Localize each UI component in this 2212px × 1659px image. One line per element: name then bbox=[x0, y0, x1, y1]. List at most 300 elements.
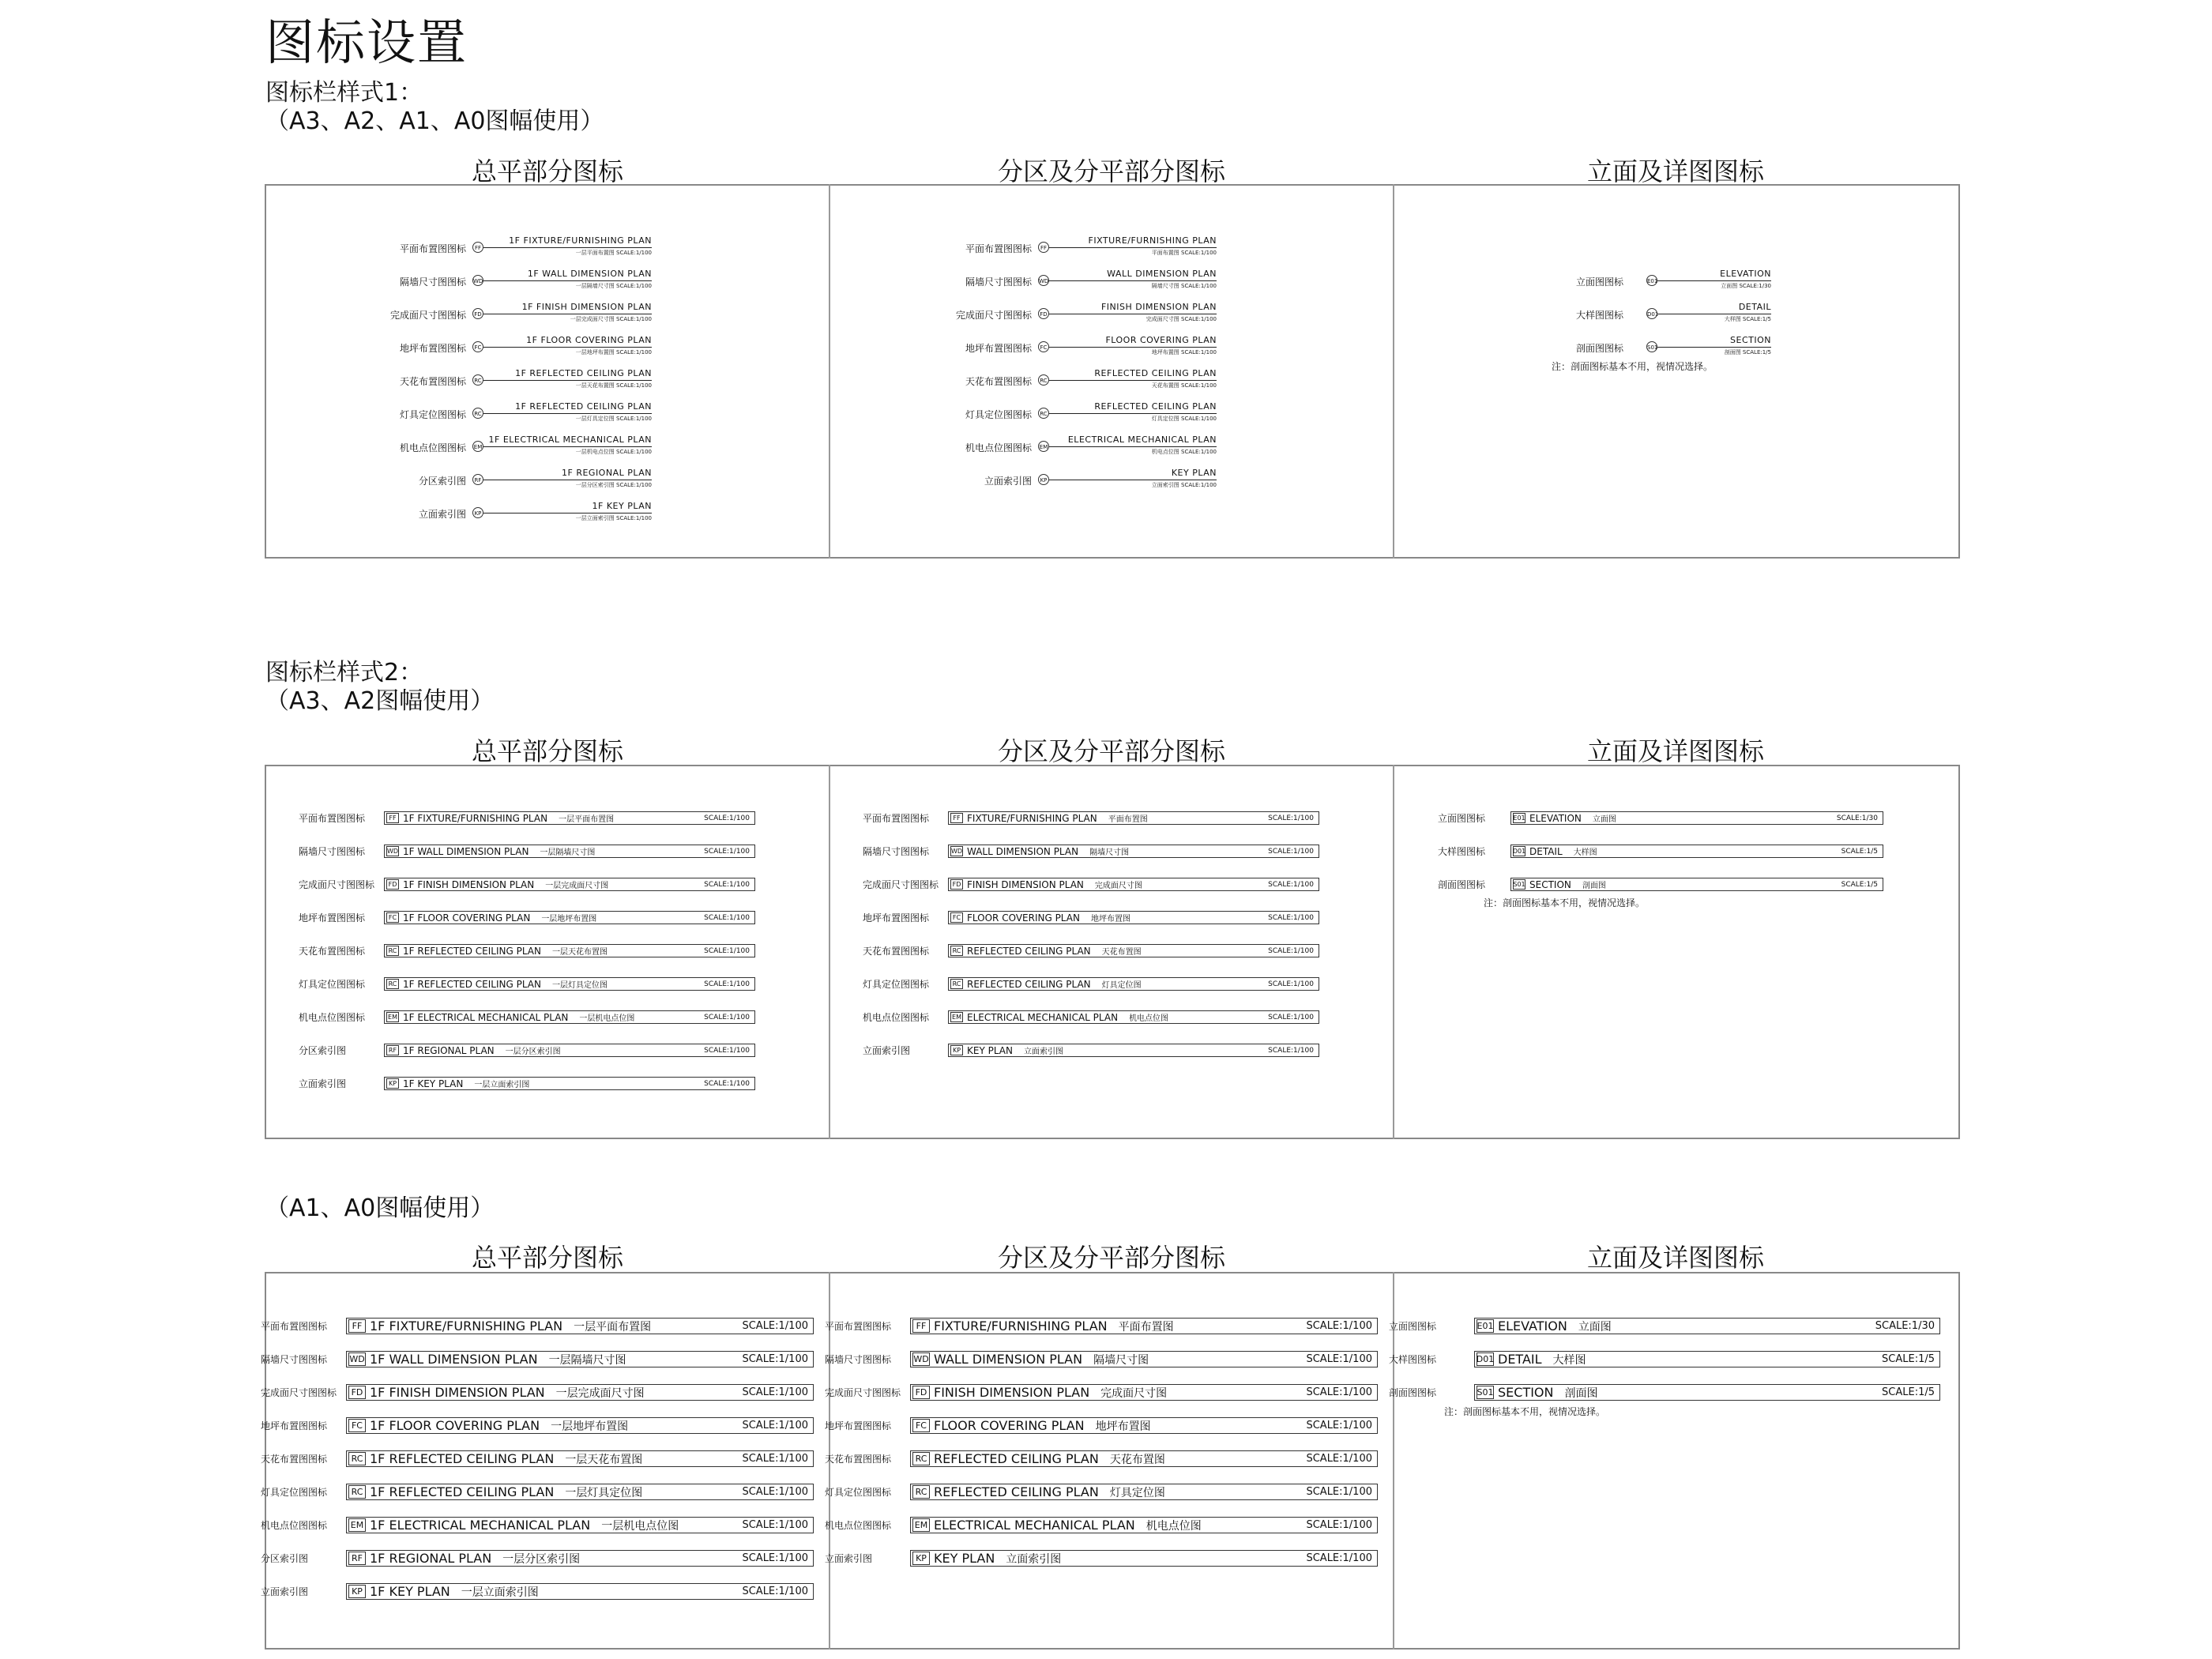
view-symbol-circle: WD bbox=[472, 275, 483, 286]
section2-col-title-elev: 立面及详图图标 bbox=[1586, 736, 1764, 766]
row-label: 立面索引图 bbox=[299, 1078, 347, 1089]
row-label: 地坪布置图图标 bbox=[965, 343, 1032, 354]
view-subtitle: 地坪布置图 SCALE:1/100 bbox=[1151, 349, 1217, 356]
view-symbol-circle: RC bbox=[1038, 374, 1049, 386]
row-label: 分区索引图 bbox=[261, 1553, 309, 1564]
drawing-code: KP bbox=[386, 1078, 399, 1089]
drawing-title-cn: 一层地坪布置图 bbox=[551, 1420, 629, 1433]
title-bar bbox=[346, 1417, 814, 1434]
row-label: 隔墙尺寸图图标 bbox=[399, 276, 466, 288]
row-label: 大样图图标 bbox=[1575, 310, 1623, 321]
title-bar bbox=[346, 1517, 814, 1533]
drawing-code: S01 bbox=[1513, 881, 1525, 888]
view-title: 1F FIXTURE/FURNISHING PLAN bbox=[509, 235, 652, 246]
view-symbol-circle: FF bbox=[1038, 242, 1049, 253]
view-subtitle: 立面图 SCALE:1/30 bbox=[1721, 283, 1771, 289]
row-label: 机电点位图图标 bbox=[261, 1520, 328, 1531]
drawing-code: EM bbox=[950, 1012, 963, 1022]
row-label: 立面索引图 bbox=[863, 1045, 911, 1056]
drawing-scale: SCALE:1/100 bbox=[742, 1586, 808, 1597]
title-underline bbox=[483, 380, 652, 381]
row-label: 隔墙尺寸图图标 bbox=[261, 1354, 328, 1365]
drawing-scale: SCALE:1/100 bbox=[1268, 1013, 1314, 1021]
drawing-title-cn: 一层机电点位图 bbox=[601, 1519, 679, 1533]
page-title: 图标设置 bbox=[265, 13, 468, 71]
drawing-title-cn: 机电点位图 bbox=[1146, 1519, 1202, 1533]
row-label: 地坪布置图图标 bbox=[399, 343, 466, 354]
row-label: 隔墙尺寸图图标 bbox=[825, 1354, 892, 1365]
drawing-title-en: FINISH DIMENSION PLAN bbox=[967, 878, 1084, 890]
row-label: 立面索引图 bbox=[825, 1553, 873, 1564]
title-bar bbox=[1474, 1318, 1940, 1334]
drawing-scale: SCALE:1/100 bbox=[742, 1353, 808, 1365]
title-underline bbox=[1049, 413, 1217, 414]
view-symbol-circle: KP bbox=[472, 507, 483, 518]
title-bar bbox=[346, 1318, 814, 1334]
title-bar bbox=[346, 1450, 814, 1467]
view-subtitle: 完成面尺寸图 SCALE:1/100 bbox=[1146, 316, 1217, 322]
row-label: 地坪布置图图标 bbox=[299, 912, 366, 924]
drawing-title-cn: 立面图 bbox=[1592, 815, 1616, 824]
view-subtitle: 大样图 SCALE:1/5 bbox=[1724, 316, 1771, 322]
drawing-title-en: 1F REGIONAL PLAN bbox=[370, 1551, 492, 1566]
drawing-scale: SCALE:1/100 bbox=[704, 980, 750, 988]
drawing-scale: SCALE:1/100 bbox=[704, 946, 750, 955]
view-title: FIXTURE/FURNISHING PLAN bbox=[1088, 235, 1217, 246]
row-label: 平面布置图图标 bbox=[399, 243, 466, 254]
row-label: 立面图图标 bbox=[1438, 813, 1486, 824]
row-label: 剖面图图标 bbox=[1389, 1387, 1437, 1398]
view-symbol-circle: RC bbox=[1038, 408, 1049, 419]
title-bar bbox=[948, 1010, 1319, 1024]
drawing-scale: SCALE:1/100 bbox=[704, 1079, 750, 1088]
title-bar bbox=[1510, 878, 1883, 891]
drawing-title-en: 1F ELECTRICAL MECHANICAL PLAN bbox=[370, 1518, 591, 1533]
row-label: 分区索引图 bbox=[299, 1045, 347, 1056]
title-bar bbox=[346, 1583, 814, 1600]
title-bar bbox=[384, 911, 755, 924]
drawing-title-cn: 一层机电点位图 bbox=[579, 1014, 635, 1023]
drawing-title-en: FIXTURE/FURNISHING PLAN bbox=[967, 812, 1097, 824]
drawing-title-en: 1F WALL DIMENSION PLAN bbox=[370, 1352, 538, 1367]
row-label: 立面图图标 bbox=[1575, 276, 1623, 288]
drawing-title-en: REFLECTED CEILING PLAN bbox=[934, 1451, 1099, 1466]
row-label: 地坪布置图图标 bbox=[261, 1420, 328, 1431]
section3-col-title-zone: 分区及分平部分图标 bbox=[997, 1243, 1225, 1273]
drawing-code: FF bbox=[348, 1319, 366, 1333]
view-symbol-circle: FC bbox=[472, 341, 483, 352]
drawing-title-en: 1F WALL DIMENSION PLAN bbox=[403, 845, 529, 857]
row-label: 机电点位图图标 bbox=[965, 442, 1032, 453]
drawing-scale: SCALE:1/100 bbox=[742, 1552, 808, 1564]
view-title: 1F FLOOR COVERING PLAN bbox=[526, 335, 652, 345]
drawing-scale: SCALE:1/100 bbox=[742, 1386, 808, 1398]
drawing-title-en: FLOOR COVERING PLAN bbox=[934, 1418, 1085, 1433]
drawing-code: FF bbox=[386, 813, 399, 823]
view-title: 1F REFLECTED CEILING PLAN bbox=[515, 368, 652, 378]
drawing-title-en: 1F KEY PLAN bbox=[370, 1584, 450, 1599]
view-title: 1F ELECTRICAL MECHANICAL PLAN bbox=[488, 434, 652, 445]
drawing-title-en: KEY PLAN bbox=[967, 1044, 1013, 1056]
row-label: 地坪布置图图标 bbox=[825, 1420, 892, 1431]
view-subtitle: 一层天花布置图 SCALE:1/100 bbox=[575, 382, 652, 389]
drawing-title-en: 1F FIXTURE/FURNISHING PLAN bbox=[403, 812, 548, 824]
section3-subtitle: （A1、A0图幅使用） bbox=[265, 1194, 495, 1222]
drawing-code: FC bbox=[950, 912, 963, 923]
title-bar bbox=[948, 878, 1319, 891]
drawing-title-cn: 一层立面索引图 bbox=[474, 1081, 530, 1089]
drawing-scale: SCALE:1/100 bbox=[1268, 1046, 1314, 1055]
drawing-title-en: 1F FIXTURE/FURNISHING PLAN bbox=[370, 1319, 563, 1334]
view-symbol-circle: S01 bbox=[1646, 341, 1657, 352]
drawing-code: FF bbox=[912, 1319, 930, 1333]
title-bar bbox=[910, 1384, 1378, 1401]
drawing-title-cn: 灯具定位图 bbox=[1109, 1486, 1165, 1499]
title-underline bbox=[483, 247, 652, 248]
drawing-code: FD bbox=[912, 1386, 930, 1399]
section1-col-title-overall: 总平部分图标 bbox=[471, 156, 623, 186]
drawing-title-en: 1F REFLECTED CEILING PLAN bbox=[403, 945, 541, 957]
view-symbol-circle: FC bbox=[1038, 341, 1049, 352]
drawing-scale: SCALE:1/30 bbox=[1836, 814, 1878, 822]
drawing-scale: SCALE:1/100 bbox=[742, 1519, 808, 1531]
drawing-scale: SCALE:1/100 bbox=[1306, 1453, 1372, 1465]
view-subtitle: 平面布置图 SCALE:1/100 bbox=[1151, 250, 1217, 256]
view-subtitle: 机电点位图 SCALE:1/100 bbox=[1151, 449, 1217, 455]
style3-note: 注：剖面图标基本不用，视情况选择。 bbox=[1444, 1406, 1606, 1417]
drawing-title-en: 1F REFLECTED CEILING PLAN bbox=[403, 978, 541, 990]
title-bar bbox=[384, 878, 755, 891]
title-underline bbox=[1657, 280, 1771, 281]
drawing-title-en: 1F KEY PLAN bbox=[403, 1078, 464, 1089]
row-label: 天花布置图图标 bbox=[399, 376, 466, 387]
section1-title: 图标栏样式1： bbox=[265, 79, 423, 107]
drawing-scale: SCALE:1/30 bbox=[1875, 1320, 1935, 1332]
row-label: 灯具定位图图标 bbox=[261, 1487, 328, 1498]
title-underline bbox=[483, 347, 652, 348]
drawing-title-cn: 立面索引图 bbox=[1023, 1048, 1063, 1056]
drawing-code: RF bbox=[348, 1552, 366, 1565]
row-label: 天花布置图图标 bbox=[825, 1454, 892, 1465]
view-title: DETAIL bbox=[1738, 302, 1771, 312]
title-bar bbox=[1510, 811, 1883, 825]
row-label: 完成面尺寸图图标 bbox=[955, 310, 1032, 321]
row-label: 立面图图标 bbox=[1389, 1321, 1437, 1332]
drawing-scale: SCALE:1/100 bbox=[704, 814, 750, 822]
view-title: WALL DIMENSION PLAN bbox=[1107, 269, 1217, 279]
drawing-title-en: ELECTRICAL MECHANICAL PLAN bbox=[934, 1518, 1135, 1533]
drawing-code: FD bbox=[348, 1386, 366, 1399]
view-subtitle: 立面索引图 SCALE:1/100 bbox=[1151, 482, 1217, 488]
drawing-title-cn: 一层平面布置图 bbox=[574, 1320, 652, 1334]
row-label: 机电点位图图标 bbox=[863, 1012, 930, 1023]
drawing-code: RC bbox=[386, 979, 399, 989]
view-subtitle: 天花布置图 SCALE:1/100 bbox=[1151, 382, 1217, 389]
drawing-scale: SCALE:1/100 bbox=[1268, 980, 1314, 988]
drawing-title-en: 1F FLOOR COVERING PLAN bbox=[403, 912, 531, 924]
title-bar bbox=[346, 1550, 814, 1567]
drawing-title-cn: 一层分区索引图 bbox=[505, 1048, 561, 1056]
row-label: 天花布置图图标 bbox=[863, 946, 930, 957]
title-bar bbox=[910, 1550, 1378, 1567]
title-underline bbox=[1049, 380, 1217, 381]
title-underline bbox=[483, 413, 652, 414]
view-symbol-circle: WD bbox=[1038, 275, 1049, 286]
section1-col-title-elev: 立面及详图图标 bbox=[1586, 156, 1764, 186]
drawing-title-cn: 隔墙尺寸图 bbox=[1089, 848, 1130, 857]
drawing-code: E01 bbox=[1477, 1321, 1494, 1331]
drawing-title-cn: 天花布置图 bbox=[1109, 1453, 1165, 1466]
row-label: 灯具定位图图标 bbox=[965, 409, 1032, 420]
title-bar bbox=[384, 944, 755, 957]
title-bar bbox=[384, 1010, 755, 1024]
row-label: 大样图图标 bbox=[1438, 846, 1486, 857]
drawing-scale: SCALE:1/100 bbox=[1268, 847, 1314, 856]
row-label: 完成面尺寸图图标 bbox=[299, 879, 375, 890]
drawing-title-en: 1F FLOOR COVERING PLAN bbox=[370, 1418, 540, 1433]
drawing-title-en: ELEVATION bbox=[1498, 1319, 1567, 1334]
view-title: REFLECTED CEILING PLAN bbox=[1094, 401, 1217, 412]
drawing-code: WD bbox=[349, 1354, 365, 1364]
drawing-title-en: 1F REFLECTED CEILING PLAN bbox=[370, 1484, 555, 1499]
drawing-scale: SCALE:1/100 bbox=[742, 1486, 808, 1498]
drawing-title-cn: 一层地坪布置图 bbox=[541, 915, 597, 924]
title-bar bbox=[384, 977, 755, 991]
title-bar bbox=[948, 811, 1319, 825]
drawing-title-cn: 平面布置图 bbox=[1108, 815, 1148, 824]
drawing-title-en: FINISH DIMENSION PLAN bbox=[934, 1385, 1090, 1400]
title-underline bbox=[483, 446, 652, 447]
drawing-title-cn: 剖面图 bbox=[1564, 1386, 1598, 1400]
drawing-title-cn: 一层完成面尺寸图 bbox=[555, 1386, 645, 1400]
drawing-title-cn: 平面布置图 bbox=[1118, 1320, 1174, 1334]
view-symbol-circle: RF bbox=[472, 474, 483, 485]
row-label: 灯具定位图图标 bbox=[825, 1487, 892, 1498]
view-symbol-circle: EM bbox=[472, 441, 483, 452]
drawing-title-cn: 天花布置图 bbox=[1101, 948, 1142, 957]
title-underline bbox=[1049, 247, 1217, 248]
drawing-scale: SCALE:1/100 bbox=[704, 1046, 750, 1055]
drawing-code: EM bbox=[386, 1012, 399, 1022]
title-bar bbox=[910, 1318, 1378, 1334]
drawing-scale: SCALE:1/5 bbox=[1882, 1353, 1935, 1365]
row-label: 完成面尺寸图图标 bbox=[389, 310, 466, 321]
section3-col-title-overall: 总平部分图标 bbox=[471, 1243, 623, 1273]
drawing-scale: SCALE:1/100 bbox=[1268, 814, 1314, 822]
drawing-title-cn: 一层灯具定位图 bbox=[565, 1486, 643, 1499]
row-label: 完成面尺寸图图标 bbox=[261, 1387, 337, 1398]
row-label: 隔墙尺寸图图标 bbox=[299, 846, 366, 857]
drawing-scale: SCALE:1/100 bbox=[1268, 880, 1314, 889]
row-label: 机电点位图图标 bbox=[299, 1012, 366, 1023]
drawing-code: RC bbox=[348, 1485, 366, 1499]
drawing-code: FC bbox=[348, 1419, 366, 1432]
view-title: 1F KEY PLAN bbox=[592, 501, 652, 511]
drawing-title-cn: 机电点位图 bbox=[1129, 1014, 1169, 1023]
view-subtitle: 一层完成面尺寸图 SCALE:1/100 bbox=[570, 316, 652, 322]
drawing-scale: SCALE:1/100 bbox=[742, 1420, 808, 1431]
drawing-title-en: ELEVATION bbox=[1529, 812, 1582, 824]
drawing-scale: SCALE:1/5 bbox=[1882, 1386, 1935, 1398]
row-label: 天花布置图图标 bbox=[965, 376, 1032, 387]
title-bar bbox=[910, 1417, 1378, 1434]
drawing-scale: SCALE:1/100 bbox=[704, 913, 750, 922]
drawing-scale: SCALE:1/100 bbox=[704, 880, 750, 889]
view-title: 1F FINISH DIMENSION PLAN bbox=[521, 302, 652, 312]
title-underline bbox=[483, 280, 652, 281]
title-bar bbox=[948, 911, 1319, 924]
view-symbol-circle: RC bbox=[472, 408, 483, 419]
drawing-code: KP bbox=[950, 1045, 963, 1055]
view-symbol-circle: RC bbox=[472, 374, 483, 386]
view-symbol-circle: FD bbox=[1038, 308, 1049, 319]
style2-note: 注：剖面图标基本不用，视情况选择。 bbox=[1484, 897, 1646, 908]
view-subtitle: 一层地坪布置图 SCALE:1/100 bbox=[575, 349, 652, 356]
drawing-title-cn: 灯具定位图 bbox=[1101, 981, 1142, 990]
drawing-title-en: SECTION bbox=[1498, 1385, 1554, 1400]
drawing-code: KP bbox=[912, 1552, 930, 1565]
drawing-scale: SCALE:1/100 bbox=[1306, 1353, 1372, 1365]
drawing-title-en: WALL DIMENSION PLAN bbox=[934, 1352, 1083, 1367]
style1-divider bbox=[1393, 184, 1394, 559]
row-label: 天花布置图图标 bbox=[261, 1454, 328, 1465]
view-title: 1F REGIONAL PLAN bbox=[562, 468, 652, 478]
drawing-code: D01 bbox=[1512, 848, 1526, 855]
row-label: 灯具定位图图标 bbox=[399, 409, 466, 420]
view-symbol-circle: D01 bbox=[1646, 308, 1657, 319]
row-label: 立面索引图 bbox=[984, 476, 1032, 487]
title-bar bbox=[948, 977, 1319, 991]
section2-subtitle: （A3、A2图幅使用） bbox=[265, 687, 495, 715]
drawing-title-en: FLOOR COVERING PLAN bbox=[967, 912, 1080, 924]
title-bar bbox=[910, 1450, 1378, 1467]
drawing-title-en: WALL DIMENSION PLAN bbox=[967, 845, 1079, 857]
title-bar bbox=[1474, 1384, 1940, 1401]
drawing-title-en: KEY PLAN bbox=[934, 1551, 995, 1566]
row-label: 完成面尺寸图图标 bbox=[863, 879, 939, 890]
row-label: 立面索引图 bbox=[418, 509, 466, 520]
title-bar bbox=[948, 1044, 1319, 1057]
drawing-code: RC bbox=[950, 946, 963, 956]
drawing-scale: SCALE:1/100 bbox=[1268, 913, 1314, 922]
drawing-code: RC bbox=[912, 1485, 930, 1499]
drawing-title-cn: 地坪布置图 bbox=[1090, 915, 1130, 924]
section1-col-title-zone: 分区及分平部分图标 bbox=[997, 156, 1225, 186]
view-symbol-circle: FF bbox=[472, 242, 483, 253]
drawing-title-cn: 大样图 bbox=[1552, 1353, 1586, 1367]
drawing-code: RF bbox=[386, 1045, 399, 1055]
drawing-title-cn: 一层平面布置图 bbox=[559, 815, 615, 824]
title-bar bbox=[384, 845, 755, 858]
title-bar bbox=[346, 1384, 814, 1401]
view-title: SECTION bbox=[1730, 335, 1771, 345]
row-label: 地坪布置图图标 bbox=[863, 912, 930, 924]
view-symbol-circle: EM bbox=[1038, 441, 1049, 452]
drawing-title-en: ELECTRICAL MECHANICAL PLAN bbox=[967, 1011, 1119, 1023]
drawing-code: E01 bbox=[1513, 814, 1525, 822]
row-label: 灯具定位图图标 bbox=[299, 979, 366, 990]
title-bar bbox=[384, 1077, 755, 1090]
title-underline bbox=[1657, 347, 1771, 348]
drawing-title-en: SECTION bbox=[1529, 878, 1571, 890]
drawing-title-en: REFLECTED CEILING PLAN bbox=[934, 1484, 1099, 1499]
drawing-title-cn: 一层天花布置图 bbox=[551, 948, 608, 957]
view-title: KEY PLAN bbox=[1171, 468, 1217, 478]
drawing-title-en: REFLECTED CEILING PLAN bbox=[967, 945, 1091, 957]
drawing-title-cn: 一层灯具定位图 bbox=[551, 981, 608, 990]
view-title: REFLECTED CEILING PLAN bbox=[1094, 368, 1217, 378]
row-label: 隔墙尺寸图图标 bbox=[965, 276, 1032, 288]
drawing-title-cn: 一层完成面尺寸图 bbox=[545, 882, 609, 890]
view-subtitle: 一层灯具定位图 SCALE:1/100 bbox=[575, 416, 652, 422]
drawing-title-cn: 立面索引图 bbox=[1006, 1552, 1062, 1566]
view-subtitle: 隔墙尺寸图 SCALE:1/100 bbox=[1151, 283, 1217, 289]
drawing-scale: SCALE:1/100 bbox=[742, 1453, 808, 1465]
drawing-code: WD bbox=[950, 848, 963, 855]
view-title: ELEVATION bbox=[1720, 269, 1771, 279]
title-underline bbox=[483, 513, 652, 514]
drawing-title-cn: 一层隔墙尺寸图 bbox=[548, 1353, 626, 1367]
title-underline bbox=[1049, 280, 1217, 281]
view-title: FINISH DIMENSION PLAN bbox=[1100, 302, 1217, 312]
drawing-title-en: REFLECTED CEILING PLAN bbox=[967, 978, 1091, 990]
row-label: 分区索引图 bbox=[418, 476, 466, 487]
row-label: 机电点位图图标 bbox=[825, 1520, 892, 1531]
title-underline bbox=[1049, 446, 1217, 447]
row-label: 平面布置图图标 bbox=[299, 813, 366, 824]
drawing-scale: SCALE:1/100 bbox=[704, 1013, 750, 1021]
drawing-title-en: DETAIL bbox=[1529, 845, 1563, 857]
style2-divider bbox=[829, 765, 830, 1139]
row-label: 剖面图图标 bbox=[1438, 879, 1486, 890]
style1-divider bbox=[829, 184, 830, 559]
drawing-title-cn: 一层立面索引图 bbox=[461, 1586, 539, 1599]
view-symbol-circle: E01 bbox=[1646, 275, 1657, 286]
drawing-code: RC bbox=[386, 946, 399, 956]
drawing-title-cn: 一层隔墙尺寸图 bbox=[540, 848, 596, 857]
drawing-code: FC bbox=[912, 1419, 930, 1432]
view-title: 1F WALL DIMENSION PLAN bbox=[527, 269, 652, 279]
view-title: 1F REFLECTED CEILING PLAN bbox=[515, 401, 652, 412]
drawing-code: KP bbox=[348, 1585, 366, 1598]
view-subtitle: 剖面图 SCALE:1/5 bbox=[1724, 349, 1771, 356]
title-bar bbox=[910, 1351, 1378, 1367]
view-subtitle: 一层平面布置图 SCALE:1/100 bbox=[575, 250, 652, 256]
view-subtitle: 一层立面索引图 SCALE:1/100 bbox=[575, 515, 652, 521]
view-subtitle: 一层分区索引图 SCALE:1/100 bbox=[575, 482, 652, 488]
drawing-code: RC bbox=[950, 979, 963, 989]
style1-note: 注：剖面图标基本不用，视情况选择。 bbox=[1552, 361, 1714, 372]
drawing-title-cn: 大样图 bbox=[1573, 848, 1597, 857]
drawing-scale: SCALE:1/5 bbox=[1841, 880, 1878, 889]
title-bar bbox=[910, 1517, 1378, 1533]
view-subtitle: 一层机电点位图 SCALE:1/100 bbox=[575, 449, 652, 455]
title-underline bbox=[1049, 347, 1217, 348]
row-label: 完成面尺寸图图标 bbox=[825, 1387, 901, 1398]
drawing-title-en: 1F FINISH DIMENSION PLAN bbox=[403, 878, 535, 890]
drawing-code: EM bbox=[912, 1518, 930, 1532]
row-label: 剖面图图标 bbox=[1575, 343, 1623, 354]
drawing-title-cn: 剖面图 bbox=[1582, 882, 1606, 890]
title-bar bbox=[948, 944, 1319, 957]
drawing-scale: SCALE:1/100 bbox=[1306, 1320, 1372, 1332]
section1-subtitle: （A3、A2、A1、A0图幅使用） bbox=[265, 107, 604, 135]
title-bar bbox=[384, 811, 755, 825]
drawing-title-cn: 完成面尺寸图 bbox=[1100, 1386, 1168, 1400]
drawing-title-cn: 完成面尺寸图 bbox=[1094, 882, 1142, 890]
drawing-code: FD bbox=[950, 879, 963, 890]
view-title: FLOOR COVERING PLAN bbox=[1105, 335, 1217, 345]
